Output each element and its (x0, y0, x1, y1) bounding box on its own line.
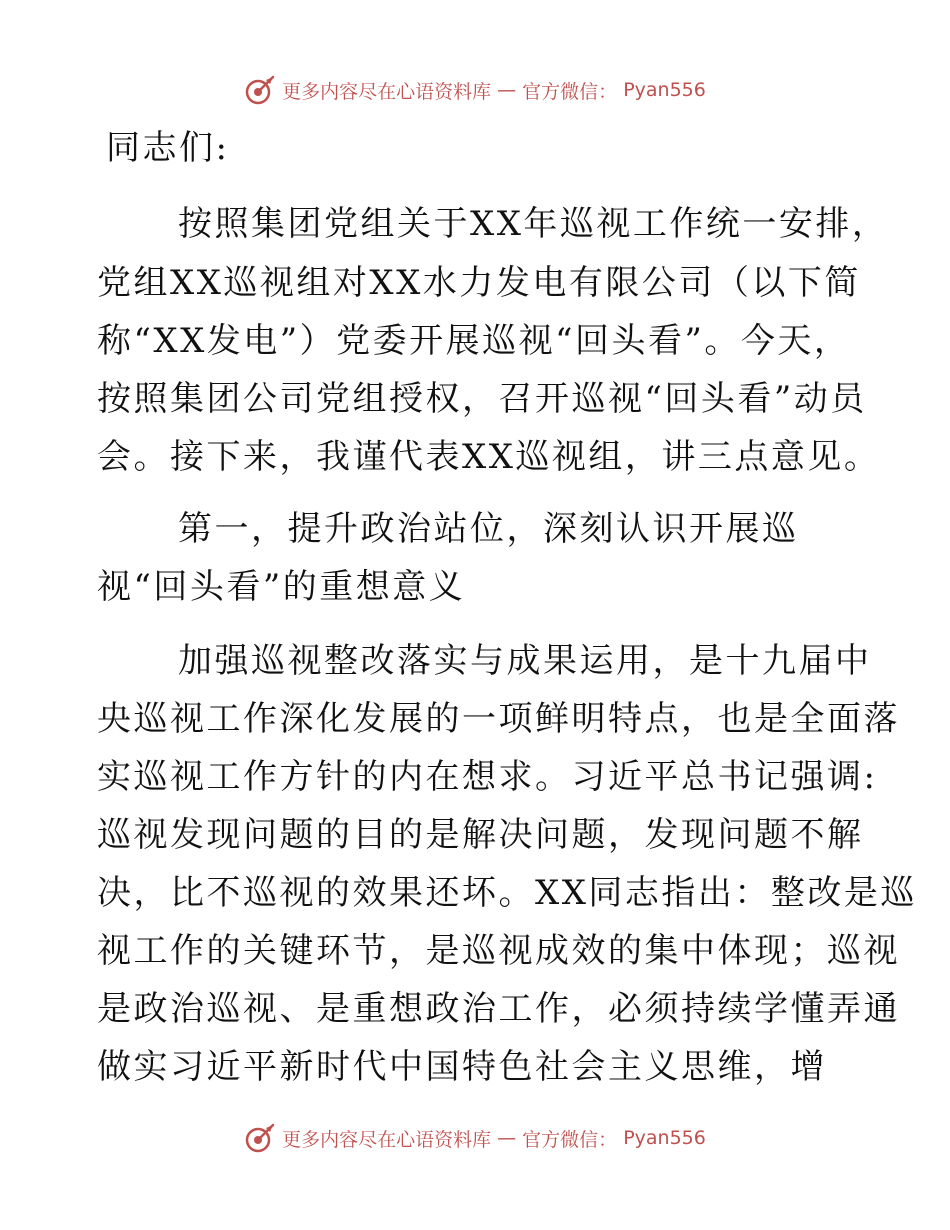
watermark-wechat-label: 官方微信： (522, 80, 618, 103)
paragraph-2-line-7: 是政治巡视、是重想政治工作，必须持续学懂弄通 (97, 989, 900, 1029)
section-heading-line-1: 第一，提升政治站位，深刻认识开展巡 (178, 509, 799, 549)
header-watermark (0, 72, 950, 108)
watermark-main-text: 更多内容尽在心语资料库 (282, 80, 492, 103)
watermark-wechat-id: Pyan556 (623, 1127, 706, 1149)
paragraph-2-line-4: 巡视发现问题的目的是解决问题，发现问题不解 (97, 815, 864, 855)
watermark-separator: — (497, 1127, 517, 1149)
quill-logo-icon (244, 1122, 276, 1154)
paragraph-2-line-3: 实巡视工作方针的内在想求。习近平总书记强调: (97, 757, 878, 797)
footer-watermark (0, 1120, 950, 1156)
paragraph-2-line-5: 决，比不巡视的效果还坏。XX同志指出：整改是巡 (97, 873, 917, 913)
salutation: 同志们: (106, 128, 230, 168)
paragraph-2-line-8: 做实习近平新时代中国特色社会主义思维，增 (97, 1047, 827, 1087)
paragraph-1-line-5: 会。接下来，我谨代表XX巡视组，讲三点意见。 (97, 437, 881, 477)
watermark-wechat-id: Pyan556 (623, 79, 706, 101)
paragraph-2-line-1: 加强巡视整改落实与成果运用，是十九届中 (178, 641, 872, 681)
watermark-main-text: 更多内容尽在心语资料库 (282, 1128, 492, 1151)
quill-logo-icon (244, 74, 276, 106)
paragraph-1-line-2: 党组XX巡视组对XX水力发电有限公司（以下简 (97, 263, 861, 303)
paragraph-2-line-6: 视工作的关键环节，是巡视成效的集中体现；巡视 (97, 931, 900, 971)
paragraph-1-line-1: 按照集团党组关于XX年巡视工作统一安排， (178, 204, 889, 244)
paragraph-1-line-4: 按照集团公司党组授权，召开巡视“回头看”动员 (97, 379, 867, 419)
watermark-separator: — (497, 79, 517, 101)
paragraph-2-line-2: 央巡视工作深化发展的一项鲜明特点，也是全面落 (97, 699, 900, 739)
section-heading-line-2: 视“回头看”的重想意义 (97, 567, 466, 607)
watermark-wechat-label: 官方微信： (522, 1128, 618, 1151)
paragraph-1-line-3: 称“XX发电”）党委开展巡视“回头看”。今天， (97, 321, 851, 361)
